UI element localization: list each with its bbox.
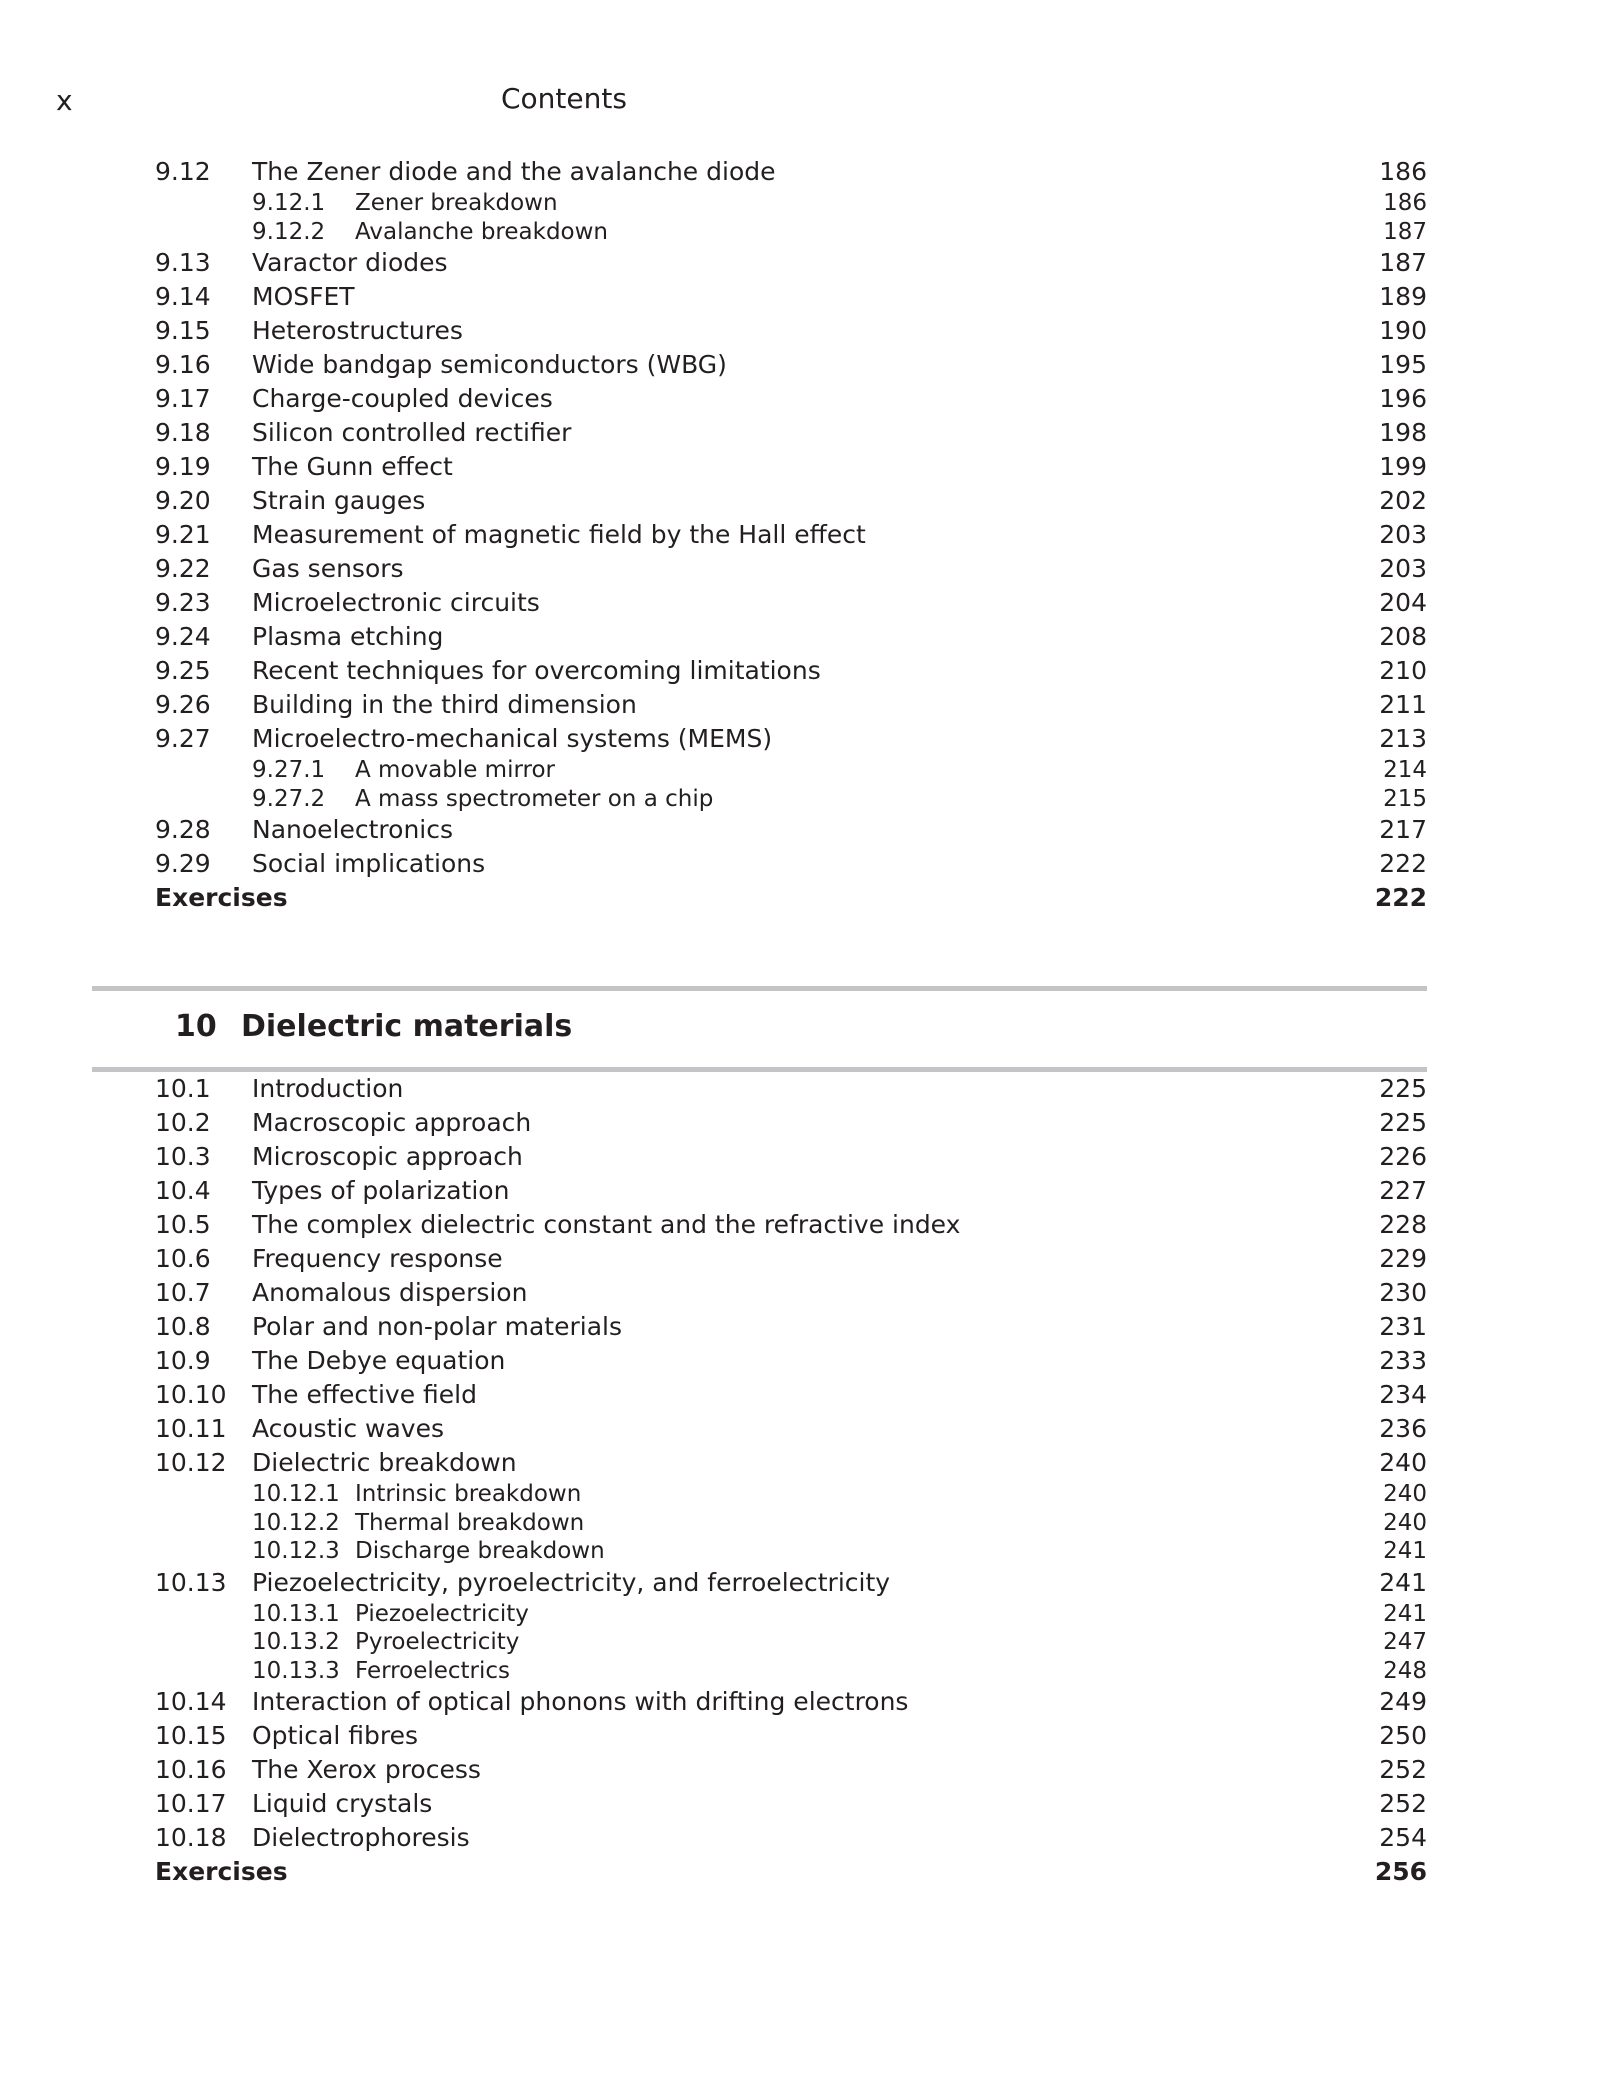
entry-page: 231 bbox=[1379, 1312, 1427, 1341]
entry-title: Microelectro-mechanical systems (MEMS) bbox=[252, 724, 773, 753]
entry-number: 9.29 bbox=[155, 849, 211, 878]
entry-title: Ferroelectrics bbox=[355, 1657, 511, 1684]
entry-number: 10.6 bbox=[155, 1244, 211, 1273]
entry-page: 249 bbox=[1379, 1687, 1427, 1716]
entry-page: 208 bbox=[1379, 622, 1427, 651]
entry-number: 10.1 bbox=[155, 1074, 211, 1103]
entry-title: Silicon controlled rectifier bbox=[252, 418, 572, 447]
entry-title: Types of polarization bbox=[252, 1176, 510, 1205]
toc-entry[interactable] bbox=[155, 688, 1427, 722]
entry-number: 10.12.1 bbox=[252, 1481, 340, 1507]
entry-title: Gas sensors bbox=[252, 554, 404, 583]
entry-page: 240 bbox=[1383, 1481, 1427, 1507]
toc-entry[interactable] bbox=[155, 722, 1427, 756]
entry-number: 10.18 bbox=[155, 1823, 227, 1852]
entry-title: Exercises bbox=[155, 1857, 288, 1886]
entry-number: 9.27.2 bbox=[252, 785, 326, 812]
entry-title: Wide bandgap semiconductors (WBG) bbox=[252, 350, 727, 379]
chapter-number: 10 bbox=[175, 1009, 217, 1044]
entry-number: 10.4 bbox=[155, 1176, 211, 1205]
entry-title: Measurement of magnetic field by the Hall effect bbox=[252, 520, 866, 549]
entry-title: Anomalous dispersion bbox=[252, 1278, 528, 1307]
entry-page: 186 bbox=[1379, 157, 1427, 186]
entry-title: Macroscopic approach bbox=[252, 1108, 532, 1137]
entry-number: 10.10 bbox=[155, 1380, 227, 1409]
toc-entry[interactable] bbox=[155, 382, 1427, 416]
toc-entry[interactable] bbox=[155, 1174, 1427, 1208]
toc-entry[interactable] bbox=[155, 586, 1427, 620]
toc-entry[interactable] bbox=[155, 280, 1427, 314]
toc-entry[interactable] bbox=[155, 847, 1427, 881]
toc-subentry[interactable] bbox=[155, 1600, 1427, 1629]
entry-number: 10.12.2 bbox=[252, 1509, 340, 1536]
entry-number: 9.23 bbox=[155, 588, 211, 617]
entry-number: 10.17 bbox=[155, 1789, 227, 1818]
entry-number: 10.12.3 bbox=[252, 1538, 340, 1564]
entry-page: 229 bbox=[1379, 1244, 1427, 1273]
entry-page: 228 bbox=[1379, 1210, 1427, 1239]
toc-entry[interactable] bbox=[155, 1719, 1427, 1753]
entry-number: 9.28 bbox=[155, 815, 211, 844]
entry-title: MOSFET bbox=[252, 282, 355, 311]
toc-subentry[interactable] bbox=[155, 1509, 1427, 1538]
entry-page: 214 bbox=[1383, 757, 1427, 783]
entry-page: 241 bbox=[1379, 1567, 1427, 1597]
entry-page: 252 bbox=[1379, 1789, 1427, 1818]
entry-number: 10.15 bbox=[155, 1721, 227, 1750]
toc-entry[interactable] bbox=[155, 1378, 1427, 1412]
toc-subentry[interactable] bbox=[155, 1480, 1427, 1509]
entry-title: Discharge breakdown bbox=[355, 1538, 605, 1564]
entry-number: 9.13 bbox=[155, 248, 211, 277]
entry-number: 9.17 bbox=[155, 384, 211, 413]
toc-entry[interactable] bbox=[155, 348, 1427, 382]
entry-number: 9.26 bbox=[155, 690, 211, 719]
entry-title: The Debye equation bbox=[252, 1346, 506, 1375]
entry-number: 9.25 bbox=[155, 656, 211, 685]
entry-page: 196 bbox=[1379, 384, 1427, 413]
toc-subentry[interactable] bbox=[155, 1537, 1427, 1566]
entry-number: 9.21 bbox=[155, 520, 211, 549]
entry-page: 254 bbox=[1379, 1823, 1427, 1852]
entry-number: 10.11 bbox=[155, 1414, 227, 1443]
entry-page: 186 bbox=[1383, 190, 1427, 216]
toc-entry[interactable] bbox=[155, 1446, 1427, 1480]
toc-entry[interactable] bbox=[155, 246, 1427, 280]
toc-entry[interactable] bbox=[155, 1753, 1427, 1787]
entry-title: Social implications bbox=[252, 849, 486, 878]
entry-page: 234 bbox=[1379, 1380, 1427, 1409]
entry-number: 9.16 bbox=[155, 350, 211, 379]
toc-subentry[interactable] bbox=[155, 756, 1427, 785]
toc-subentry[interactable] bbox=[155, 1657, 1427, 1686]
entry-number: 9.27 bbox=[155, 724, 211, 753]
running-title: Contents bbox=[501, 82, 627, 115]
entry-number: 10.14 bbox=[155, 1687, 227, 1716]
entry-page: 222 bbox=[1379, 849, 1427, 878]
toc-subentry[interactable] bbox=[155, 1628, 1427, 1657]
entry-page: 222 bbox=[1374, 883, 1427, 912]
entry-number: 9.20 bbox=[155, 486, 211, 515]
entry-page: 187 bbox=[1383, 218, 1427, 245]
entry-number: 10.13 bbox=[155, 1567, 227, 1597]
entry-title: The complex dielectric constant and the refractive index bbox=[252, 1210, 961, 1239]
entry-page: 233 bbox=[1379, 1346, 1427, 1375]
entry-title: The Zener diode and the avalanche diode bbox=[252, 157, 776, 186]
toc-entry[interactable] bbox=[155, 1140, 1427, 1174]
toc-entry[interactable] bbox=[155, 552, 1427, 586]
entry-title: Microelectronic circuits bbox=[252, 588, 540, 617]
entry-title: Strain gauges bbox=[252, 486, 426, 515]
toc-entry[interactable] bbox=[155, 1310, 1427, 1344]
entry-number: 10.2 bbox=[155, 1108, 211, 1137]
entry-number: 9.27.1 bbox=[252, 757, 326, 783]
entry-page: 252 bbox=[1379, 1755, 1427, 1784]
entry-page: 225 bbox=[1379, 1108, 1427, 1137]
toc-entry[interactable] bbox=[155, 1072, 1427, 1106]
toc-entry[interactable] bbox=[155, 1566, 1427, 1600]
entry-page: 204 bbox=[1379, 588, 1427, 617]
entry-page: 227 bbox=[1379, 1176, 1427, 1205]
entry-number: 9.18 bbox=[155, 418, 211, 447]
toc-exercises[interactable] bbox=[155, 1855, 1427, 1889]
entry-page: 236 bbox=[1379, 1414, 1427, 1443]
entry-title: A movable mirror bbox=[355, 757, 556, 783]
entry-number: 10.3 bbox=[155, 1142, 211, 1171]
entry-number: 10.13.1 bbox=[252, 1600, 340, 1627]
toc-entry[interactable] bbox=[155, 1344, 1427, 1378]
entry-page: 241 bbox=[1383, 1600, 1427, 1627]
toc-entry[interactable] bbox=[155, 654, 1427, 688]
toc-entry[interactable] bbox=[155, 518, 1427, 552]
toc-entry[interactable] bbox=[155, 1106, 1427, 1140]
toc-section-10 bbox=[155, 1072, 1427, 1889]
entry-page: 247 bbox=[1383, 1629, 1427, 1655]
entry-page: 213 bbox=[1379, 724, 1427, 753]
entry-title: Frequency response bbox=[252, 1244, 503, 1273]
entry-title: The Xerox process bbox=[252, 1755, 481, 1784]
entry-number: 9.22 bbox=[155, 554, 211, 583]
toc-entry[interactable] bbox=[155, 1787, 1427, 1821]
entry-title: Plasma etching bbox=[252, 622, 444, 651]
entry-page: 240 bbox=[1379, 1448, 1427, 1477]
entry-title: Introduction bbox=[252, 1074, 404, 1103]
entry-title: Recent techniques for overcoming limitations bbox=[252, 656, 821, 685]
entry-title: Avalanche breakdown bbox=[355, 218, 609, 245]
entry-page: 248 bbox=[1383, 1657, 1427, 1684]
entry-title: Thermal breakdown bbox=[355, 1509, 585, 1536]
entry-number: 10.7 bbox=[155, 1278, 211, 1307]
entry-title: Liquid crystals bbox=[252, 1789, 433, 1818]
entry-page: 225 bbox=[1379, 1074, 1427, 1103]
entry-title: Varactor diodes bbox=[252, 248, 448, 277]
entry-page: 217 bbox=[1379, 815, 1427, 844]
entry-page: 195 bbox=[1379, 350, 1427, 379]
entry-title: The Gunn effect bbox=[252, 452, 453, 481]
entry-title: Piezoelectricity bbox=[355, 1600, 529, 1627]
toc-entry[interactable] bbox=[155, 620, 1427, 654]
entry-page: 198 bbox=[1379, 418, 1427, 447]
page-header bbox=[0, 0, 1600, 130]
toc-exercises[interactable] bbox=[155, 881, 1427, 915]
entry-title: Optical fibres bbox=[252, 1721, 419, 1750]
entry-title: Charge-coupled devices bbox=[252, 384, 553, 413]
entry-page: 241 bbox=[1383, 1538, 1427, 1564]
entry-title: A mass spectrometer on a chip bbox=[355, 785, 714, 812]
entry-title: The effective field bbox=[252, 1380, 477, 1409]
entry-title: Intrinsic breakdown bbox=[355, 1481, 582, 1507]
toc-subentry[interactable] bbox=[155, 189, 1427, 218]
entry-page: 203 bbox=[1379, 520, 1427, 549]
toc-entry[interactable] bbox=[155, 1685, 1427, 1719]
entry-number: 9.12.1 bbox=[252, 190, 326, 216]
entry-number: 10.8 bbox=[155, 1312, 211, 1341]
entry-page: 210 bbox=[1379, 656, 1427, 685]
toc-section-9 bbox=[155, 155, 1427, 915]
page-number: x bbox=[56, 84, 73, 117]
entry-title: Microscopic approach bbox=[252, 1142, 523, 1171]
entry-title: Dielectric breakdown bbox=[252, 1448, 517, 1477]
toc-entry[interactable] bbox=[155, 1276, 1427, 1310]
entry-page: 226 bbox=[1379, 1142, 1427, 1171]
entry-page: 211 bbox=[1379, 690, 1427, 719]
entry-number: 10.16 bbox=[155, 1755, 227, 1784]
toc-entry[interactable] bbox=[155, 416, 1427, 450]
entry-page: 215 bbox=[1383, 785, 1427, 812]
entry-title: Nanoelectronics bbox=[252, 815, 454, 844]
toc-entry[interactable] bbox=[155, 484, 1427, 518]
entry-number: 9.12 bbox=[155, 157, 211, 186]
entry-page: 190 bbox=[1379, 316, 1427, 345]
entry-number: 9.19 bbox=[155, 452, 211, 481]
toc-entry[interactable] bbox=[155, 1821, 1427, 1855]
entry-title: Acoustic waves bbox=[252, 1414, 444, 1443]
entry-title: Zener breakdown bbox=[355, 190, 558, 216]
entry-number: 10.13.3 bbox=[252, 1657, 340, 1684]
entry-number: 9.24 bbox=[155, 622, 211, 651]
entry-page: 230 bbox=[1379, 1278, 1427, 1307]
toc-entry[interactable] bbox=[155, 450, 1427, 484]
entry-number: 10.5 bbox=[155, 1210, 211, 1239]
entry-title: Polar and non-polar materials bbox=[252, 1312, 622, 1341]
entry-number: 10.9 bbox=[155, 1346, 211, 1375]
entry-number: 9.12.2 bbox=[252, 218, 326, 245]
toc-entry[interactable] bbox=[155, 1242, 1427, 1276]
entry-number: 9.14 bbox=[155, 282, 211, 311]
entry-page: 256 bbox=[1374, 1857, 1427, 1886]
entry-page: 240 bbox=[1383, 1509, 1427, 1536]
toc-entry[interactable] bbox=[155, 1208, 1427, 1242]
entry-page: 189 bbox=[1379, 282, 1427, 311]
chapter-heading bbox=[92, 986, 1427, 1072]
entry-page: 199 bbox=[1379, 452, 1427, 481]
toc-entry[interactable] bbox=[155, 314, 1427, 348]
entry-page: 203 bbox=[1379, 554, 1427, 583]
entry-title: Dielectrophoresis bbox=[252, 1823, 470, 1852]
entry-number: 9.15 bbox=[155, 316, 211, 345]
toc-subentry[interactable] bbox=[155, 218, 1427, 247]
entry-title: Pyroelectricity bbox=[355, 1629, 520, 1655]
chapter-title[interactable]: Dielectric materials bbox=[241, 1009, 573, 1044]
toc-entry[interactable] bbox=[155, 155, 1427, 189]
entry-page: 202 bbox=[1379, 486, 1427, 515]
entry-title: Interaction of optical phonons with drifting electrons bbox=[252, 1687, 909, 1716]
entry-page: 187 bbox=[1379, 248, 1427, 277]
entry-title: Building in the third dimension bbox=[252, 690, 637, 719]
entry-page: 250 bbox=[1379, 1721, 1427, 1750]
toc-entry[interactable] bbox=[155, 1412, 1427, 1446]
entry-title: Piezoelectricity, pyroelectricity, and ferroelectricity bbox=[252, 1567, 891, 1597]
entry-number: 10.13.2 bbox=[252, 1629, 340, 1655]
entry-title: Exercises bbox=[155, 883, 288, 912]
entry-number: 10.12 bbox=[155, 1448, 227, 1477]
toc-subentry[interactable] bbox=[155, 785, 1427, 814]
entry-title: Heterostructures bbox=[252, 316, 463, 345]
toc-entry[interactable] bbox=[155, 813, 1427, 847]
